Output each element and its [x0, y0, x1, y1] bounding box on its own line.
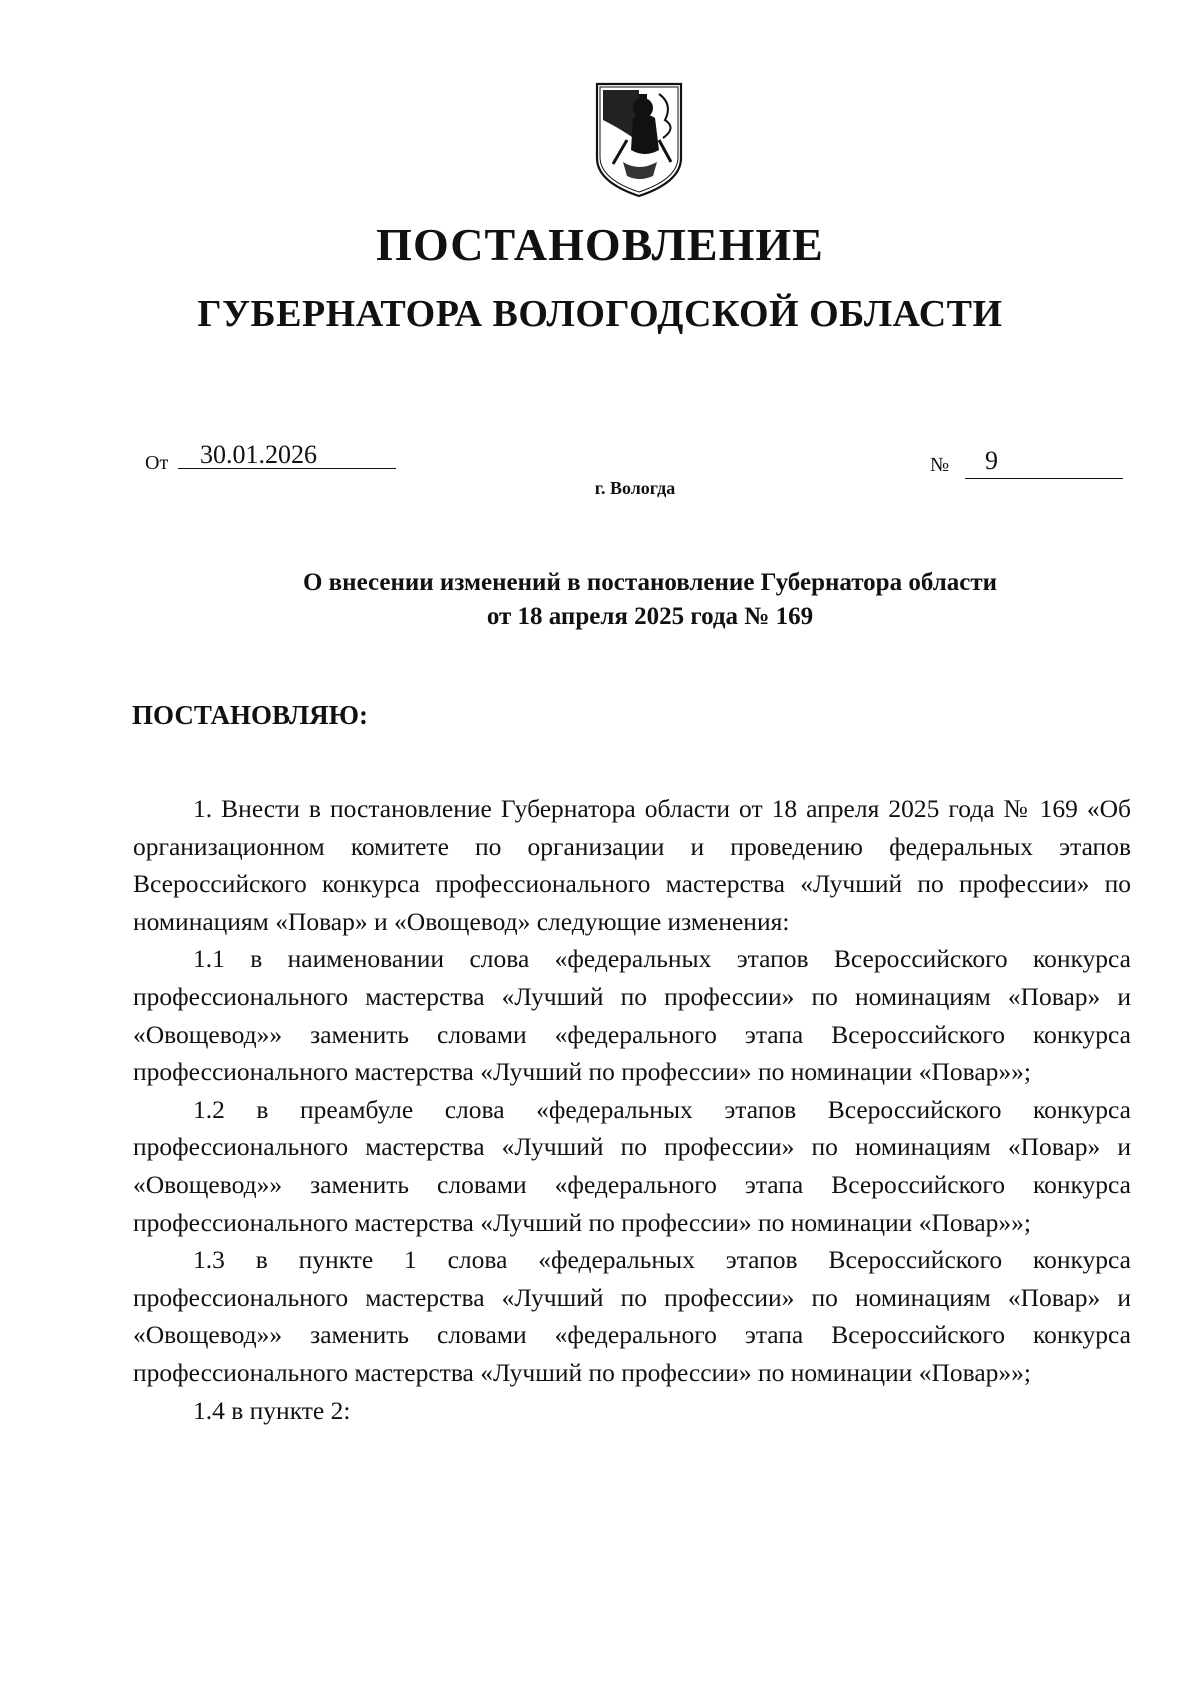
- paragraph-1: 1. Внести в постановление Губернатора области от 18 апреля 2025 года № 169 «Об организационном комитете по организации и проведению федеральных этапов Всероссийского конкурса профессионального мастерства «Лучший по профессии» по номинациям «Повар» и «Овощевод» следующие изменения:: [133, 794, 1131, 936]
- paragraph-1-3: 1.3 в пункте 1 слова «федеральных этапов Всероссийского конкурса профессионального мастерства «Лучший по профессии» по номинациям «Повар» и «Овощевод»» заменить словами «федерального этапа Всероссийского конкурса профессионального мастерства «Лучший по профессии» по номинации «Повар»»;: [133, 1245, 1131, 1387]
- document-subtitle: ГУБЕРНАТОРА ВОЛОГОДСКОЙ ОБЛАСТИ: [197, 293, 1003, 335]
- paragraph-1-1: 1.1 в наименовании слова «федеральных этапов Всероссийского конкурса профессионального мастерства «Лучший по профессии» по номинациям «Повар» и «Овощевод»» заменить словами «федерального этапа Всероссийского конкурса профессионального мастерства «Лучший по профессии» по номинации «Повар»»;: [133, 944, 1131, 1087]
- subject-line-1: О внесении изменений в постановление Губернатора области: [302, 569, 998, 596]
- date-underline: [178, 468, 396, 469]
- document-body: [133, 790, 1131, 1429]
- coat-of-arms-icon: [593, 80, 685, 198]
- city-name: г. Вологда: [594, 478, 676, 498]
- document-title: ПОСТАНОВЛЕНИЕ: [376, 219, 824, 270]
- date-value: 30.01.2026: [200, 440, 317, 469]
- subject-line-2: от 18 апреля 2025 года № 169: [486, 603, 814, 630]
- number-value: 9: [985, 446, 998, 475]
- paragraph-1-4: 1.4 в пункте 2:: [193, 1395, 351, 1425]
- number-label: №: [930, 454, 950, 476]
- paragraph-1-2: 1.2 в преамбуле слова «федеральных этапов Всероссийского конкурса профессионального мастерства «Лучший по профессии» по номинациям «Повар» и «Овощевод»» заменить словами «федерального этапа Всероссийского конкурса профессионального мастерства «Лучший по профессии» по номинации «Повар»»;: [133, 1094, 1131, 1237]
- resolve-heading: ПОСТАНОВЛЯЮ:: [132, 700, 368, 730]
- date-label: От: [145, 452, 169, 474]
- document-subject: [240, 566, 1060, 634]
